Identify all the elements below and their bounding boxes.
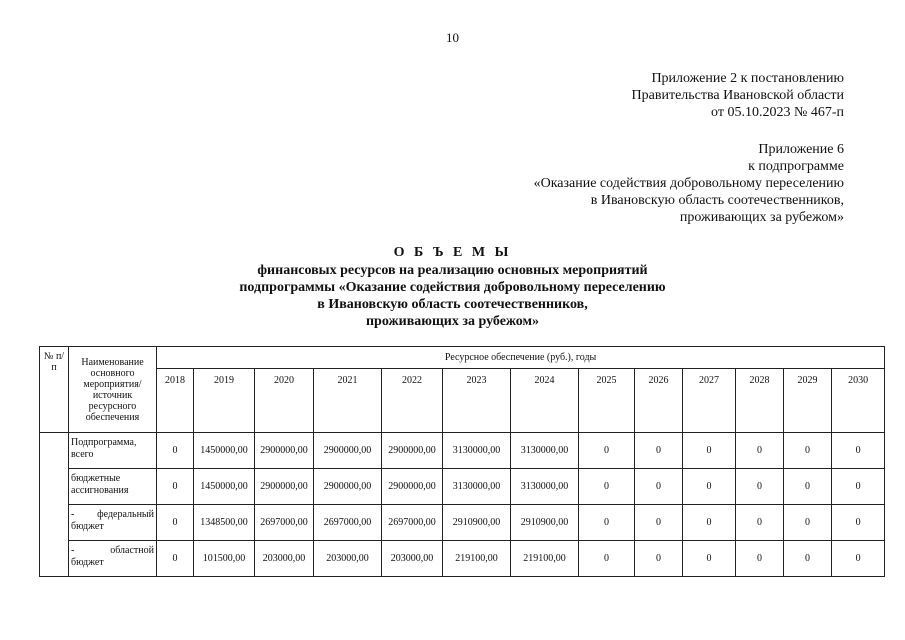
- value-cell: 2697000,00: [255, 505, 314, 541]
- financial-resources-table: [39, 346, 885, 577]
- value-cell: 203000,00: [382, 541, 443, 577]
- value-cell: 0: [784, 433, 832, 469]
- title-line: в Ивановскую область соотечественников,: [317, 297, 588, 312]
- header-year: 2027: [683, 369, 736, 433]
- row-name-cell: [69, 433, 157, 469]
- appendix-subprogram-line: «Оказание содействия добровольному переселению: [533, 176, 844, 191]
- value-cell: 0: [736, 505, 784, 541]
- value-cell: 0: [736, 541, 784, 577]
- value-cell: 0: [579, 505, 635, 541]
- row-name-line: Подпрограмма,: [71, 437, 137, 448]
- title-line: финансовых ресурсов на реализацию основных мероприятий: [257, 263, 648, 278]
- appendix-subprogram-line: Приложение 6: [758, 142, 844, 157]
- title-main: О Б Ъ Е М Ы: [393, 245, 512, 260]
- table-row: [40, 505, 885, 541]
- value-cell: 0: [635, 505, 683, 541]
- value-cell: 2900000,00: [255, 433, 314, 469]
- value-cell: 2900000,00: [314, 469, 382, 505]
- title-line: подпрограммы «Оказание содействия добровольному переселению: [239, 280, 666, 295]
- value-cell: 3130000,00: [511, 433, 579, 469]
- value-cell: 0: [784, 505, 832, 541]
- row-name-line: - областной: [71, 545, 154, 556]
- appendix-resolution-header: [632, 70, 844, 121]
- value-cell: 2910900,00: [443, 505, 511, 541]
- value-cell: 3130000,00: [443, 433, 511, 469]
- value-cell: 0: [683, 505, 736, 541]
- appendix-resolution-line: от 05.10.2023 № 467-п: [711, 105, 844, 120]
- value-cell: 219100,00: [511, 541, 579, 577]
- value-cell: 0: [832, 541, 885, 577]
- value-cell: 101500,00: [194, 541, 255, 577]
- value-cell: 0: [157, 433, 194, 469]
- value-cell: 3130000,00: [511, 469, 579, 505]
- header-year: 2029: [784, 369, 832, 433]
- page-number: 10: [446, 30, 459, 45]
- table-body: [40, 433, 885, 577]
- value-cell: 2697000,00: [382, 505, 443, 541]
- value-cell: 0: [157, 469, 194, 505]
- header-year: 2030: [832, 369, 885, 433]
- value-cell: 0: [157, 505, 194, 541]
- table-row: [40, 541, 885, 577]
- value-cell: 0: [736, 469, 784, 505]
- header-year: 2024: [511, 369, 579, 433]
- appendix-subprogram-header: [534, 141, 844, 226]
- document-title: [0, 244, 905, 330]
- header-year: 2023: [443, 369, 511, 433]
- value-cell: 0: [157, 541, 194, 577]
- value-cell: 0: [784, 469, 832, 505]
- row-name-line: бюджет: [71, 521, 104, 532]
- row-name-line: ассигнования: [71, 485, 129, 496]
- header-number: № п/п: [40, 347, 69, 433]
- value-cell: 0: [832, 433, 885, 469]
- value-cell: 1450000,00: [194, 469, 255, 505]
- header-year: 2018: [157, 369, 194, 433]
- row-name-line: - федеральный: [71, 509, 154, 520]
- value-cell: 2900000,00: [314, 433, 382, 469]
- year-header-row: [40, 369, 885, 433]
- value-cell: 2900000,00: [255, 469, 314, 505]
- header-name: Наименование основного мероприятия/ источник ресурсного обеспечения: [69, 347, 157, 433]
- value-cell: 203000,00: [255, 541, 314, 577]
- row-name-line: всего: [71, 449, 94, 460]
- appendix-resolution-line: Приложение 2 к постановлению: [651, 71, 844, 86]
- value-cell: 2900000,00: [382, 469, 443, 505]
- header-year: 2025: [579, 369, 635, 433]
- row-name-cell: [69, 541, 157, 577]
- value-cell: 0: [683, 433, 736, 469]
- value-cell: 0: [635, 433, 683, 469]
- value-cell: 2910900,00: [511, 505, 579, 541]
- value-cell: 0: [683, 469, 736, 505]
- value-cell: 0: [832, 505, 885, 541]
- appendix-resolution-line: Правительства Ивановской области: [631, 88, 844, 103]
- row-name-line: бюджет: [71, 557, 104, 568]
- value-cell: 1450000,00: [194, 433, 255, 469]
- value-cell: 1348500,00: [194, 505, 255, 541]
- value-cell: 3130000,00: [443, 469, 511, 505]
- value-cell: 0: [736, 433, 784, 469]
- header-year: 2026: [635, 369, 683, 433]
- appendix-subprogram-line: в Ивановскую область соотечественников,: [590, 193, 844, 208]
- value-cell: 0: [832, 469, 885, 505]
- value-cell: 0: [635, 469, 683, 505]
- row-name-line: бюджетные: [71, 473, 121, 484]
- header-year: 2022: [382, 369, 443, 433]
- value-cell: 203000,00: [314, 541, 382, 577]
- header-year: 2019: [194, 369, 255, 433]
- value-cell: 219100,00: [443, 541, 511, 577]
- value-cell: 0: [579, 433, 635, 469]
- header-year: 2021: [314, 369, 382, 433]
- value-cell: 2900000,00: [382, 433, 443, 469]
- row-name-cell: [69, 469, 157, 505]
- appendix-subprogram-line: к подпрограмме: [748, 159, 844, 174]
- header-year: 2020: [255, 369, 314, 433]
- row-number-cell: [40, 433, 69, 577]
- value-cell: 0: [579, 541, 635, 577]
- title-line: проживающих за рубежом»: [365, 314, 539, 329]
- row-name-cell: [69, 505, 157, 541]
- table-row: [40, 469, 885, 505]
- header-resource-years: Ресурсное обеспечение (руб.), годы: [157, 347, 885, 369]
- value-cell: 0: [683, 541, 736, 577]
- appendix-subprogram-line: проживающих за рубежом»: [679, 210, 844, 225]
- value-cell: 0: [635, 541, 683, 577]
- value-cell: 2697000,00: [314, 505, 382, 541]
- value-cell: 0: [579, 469, 635, 505]
- table-row: [40, 433, 885, 469]
- header-year: 2028: [736, 369, 784, 433]
- value-cell: 0: [784, 541, 832, 577]
